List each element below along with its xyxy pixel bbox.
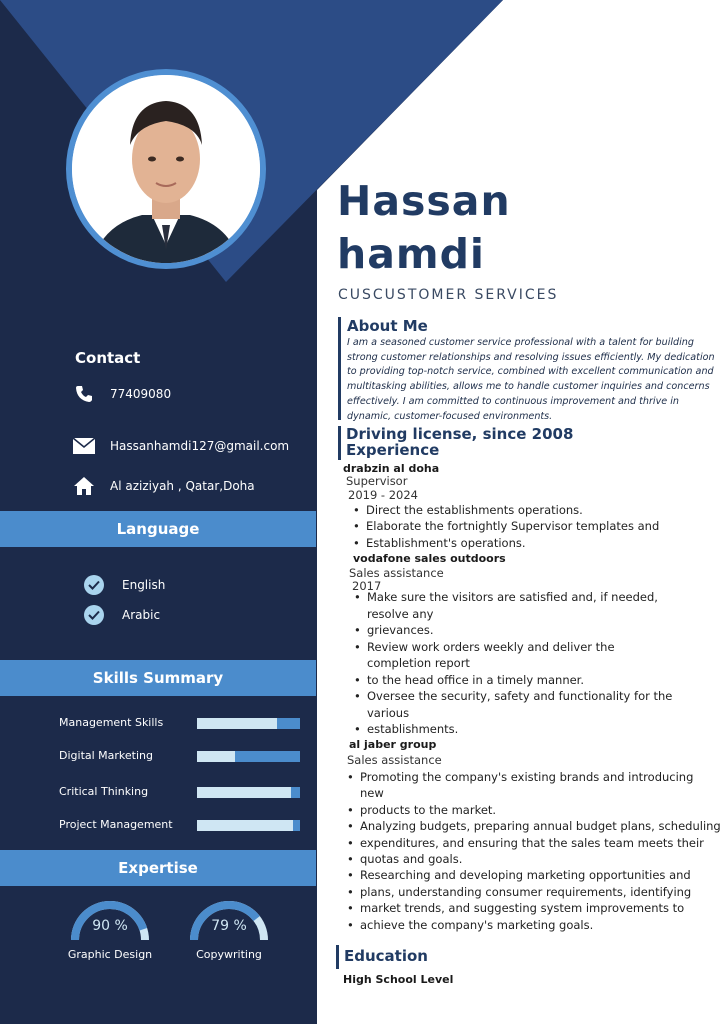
contact-heading: Contact [75, 349, 141, 367]
job-dates: 2019 - 2024 [348, 488, 418, 502]
skill-fill [197, 787, 291, 798]
skill-bar [197, 718, 300, 729]
job-bullet-continued: new [360, 786, 384, 800]
last-name: hamdi [337, 230, 485, 278]
education-heading: Education [344, 947, 428, 965]
skill-name: Digital Marketing [59, 749, 153, 762]
skill-row [59, 716, 301, 730]
phone-icon [72, 384, 96, 404]
skill-bar [197, 787, 300, 798]
job-company: vodafone sales outdoors [353, 552, 506, 565]
skill-bar [197, 820, 300, 831]
about-text [347, 336, 715, 424]
skill-fill [197, 820, 293, 831]
language-item [84, 575, 165, 595]
contact-address [72, 476, 255, 496]
expertise-label: Copywriting [196, 948, 262, 961]
expertise-gauge [187, 900, 271, 961]
skill-name: Project Management [59, 818, 173, 831]
email-address: Hassanhamdi127@gmail.com [110, 439, 290, 453]
envelope-icon [72, 436, 96, 456]
job-company: drabzin al doha [343, 462, 440, 475]
phone-number: 77409080 [110, 387, 172, 401]
skill-row [59, 749, 301, 763]
check-circle-icon [84, 575, 104, 595]
job-company: al jaber group [349, 738, 437, 751]
license-text: Driving license, since 2008 [346, 425, 574, 443]
education-accent-bar [336, 945, 339, 969]
expertise-gauge [67, 900, 153, 961]
contact-email [72, 436, 289, 456]
contact-phone [72, 384, 171, 404]
about-line: multitasking abilities, allows me to handle customer inquiries and concerns [347, 381, 710, 393]
education-level: High School Level [343, 973, 454, 986]
expertise-value: 79 % [211, 918, 247, 934]
language-item [84, 605, 160, 625]
resume-page: Contact 77409080 Hassanhamdi127@gmail.com Al aziziyah , Qatar,Doha Language English Arabic Skills Summary Management Skills Digital Marketing Critical Thinking Project Management Expertise 90 % Graphic Design 79 % Copywriting Hassan hamdi CUSCUSTOMER SERVICES About Me I am a seasoned customer service professional with a talent for building strong customer relationships and resolving issues efficiently. My dedication to providing top-notch service, combined with excellent communication and multitasking abilities, allows me to handle customer inquiries and concerns effectively. I am committed to continuous improvement and thrive in dynamic, customer-focused environments. Driving license, since 2008 Experience drabzin al doha Supervisor 2019 - 2024 • Direct the establishments operations. • Elaborate the fortnightly Supervisor templates and • Establishment's operations. vodafone sales outdoors Sales assistance 2017 • Make sure the visitors are satisfied and, if needed, resolve any • grievances. • Review work orders weekly and deliver the completion report • to the head office in a timely manner. • Oversee the security, safety and functionality for the various • establishments. al jaber group Sales assistance • Promoting the company's existing brands and introducing new • products to the market. • Analyzing budgets, preparing annual budget plans, scheduling • expenditures, and ensuring that the sales team meets their • quotas and goals. • Researching and developing marketing opportunities and • plans, understanding consumer requirements, identifying • market trends, and suggesting system improvements to • achieve the company's marketing goals. Education High School Level [0, 0, 725, 1024]
expertise-value: 90 % [92, 918, 128, 934]
first-name: Hassan [337, 177, 511, 225]
home-icon [72, 476, 96, 496]
skill-fill [197, 751, 235, 762]
job-bullet-continued: completion report [367, 656, 470, 670]
about-line: dynamic, customer-focused environments. [347, 410, 553, 422]
expertise-heading: Expertise [0, 850, 316, 886]
expertise-label: Graphic Design [67, 948, 153, 961]
skill-row [59, 785, 301, 799]
job-role: Sales assistance [349, 566, 444, 580]
job-dates: 2017 [352, 579, 382, 593]
skill-name: Critical Thinking [59, 785, 149, 798]
skill-bar [197, 751, 300, 762]
job-bullet-continued: various [367, 706, 410, 720]
about-line: effectively. I am committed to continuous improvement and thrive in [347, 395, 679, 407]
skill-fill [197, 718, 277, 729]
job-role: Supervisor [346, 474, 408, 488]
experience-heading: Experience [346, 441, 440, 459]
skill-row [59, 818, 301, 832]
profile-photo-portrait [72, 75, 260, 263]
language-name: English [122, 578, 166, 592]
check-circle-icon [84, 605, 104, 625]
skill-name: Management Skills [59, 716, 164, 729]
job-title: CUSCUSTOMER SERVICES [338, 287, 559, 303]
profile-photo [66, 69, 266, 269]
language-heading: Language [0, 511, 316, 547]
about-heading: About Me [347, 317, 428, 335]
skills-heading: Skills Summary [0, 660, 316, 696]
about-line: strong customer relationships and resolving issues efficiently. My dedication [347, 351, 715, 363]
job-bullet-continued: resolve any [367, 607, 434, 621]
about-line: I am a seasoned customer service professional with a talent for building [347, 337, 694, 348]
address-text: Al aziziyah , Qatar,Doha [110, 479, 255, 493]
experience-accent-bar [338, 426, 341, 460]
about-accent-bar [338, 317, 341, 420]
language-name: Arabic [122, 608, 161, 622]
job-role: Sales assistance [347, 753, 442, 767]
about-line: to providing top-notch service, combined with excellent communication and [347, 366, 714, 378]
